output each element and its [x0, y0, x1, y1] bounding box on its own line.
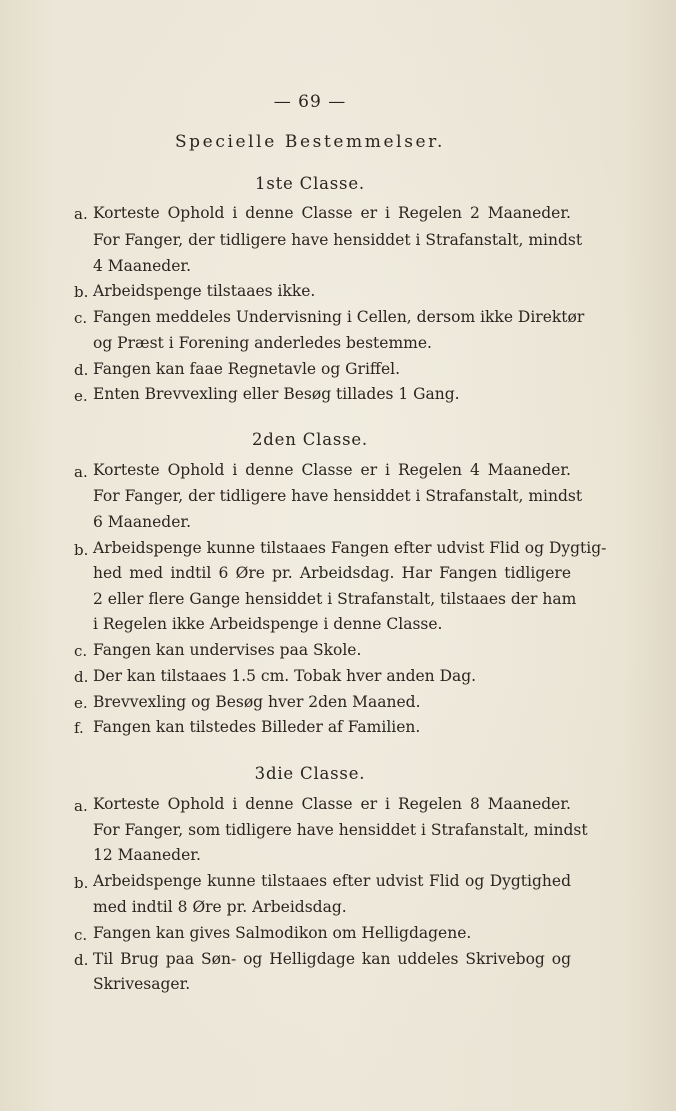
item-line: Fangen meddeles Undervisning i Cellen, dersom ikke Direktør: [93, 308, 585, 326]
item-line: 12 Maaneder.: [93, 846, 201, 864]
class-heading-3: 3die Classe.: [254, 764, 366, 783]
item-letter: e.: [74, 387, 88, 405]
item-letter: c.: [74, 309, 88, 327]
item-line: 2 eller flere Gange hensiddet i Strafanstalt, tilstaaes der ham: [93, 590, 577, 608]
item-line: Arbeidspenge tilstaaes ikke.: [93, 282, 316, 300]
item-letter: d.: [74, 951, 89, 969]
item-letter: c.: [74, 926, 88, 944]
item-line: Fangen kan gives Salmodikon om Helligdagene.: [93, 924, 472, 942]
item-letter: f.: [74, 719, 84, 737]
item-line: og Præst i Forening anderledes bestemme.: [93, 334, 432, 352]
item-line: Brevvexling og Besøg hver 2den Maaned.: [93, 693, 421, 711]
item-line: Arbeidspenge kunne tilstaaes Fangen efter udvist Flid og Dygtig-: [93, 539, 607, 557]
item-line: Arbeidspenge kunne tilstaaes efter udvist Flid og Dygtighed: [93, 872, 571, 890]
item-line: For Fanger, som tidligere have hensiddet i Strafanstalt, mindst: [93, 821, 588, 839]
item-letter: a.: [74, 463, 88, 481]
item-letter: b.: [74, 874, 89, 892]
item-line: Korteste Ophold i denne Classe er i Regelen 2 Maaneder.: [93, 204, 571, 222]
item-line: hed med indtil 6 Øre pr. Arbeidsdag. Har Fangen tidligere: [93, 564, 571, 582]
section-title: Specielle Bestemmelser.: [174, 132, 446, 152]
item-line: Fangen kan undervises paa Skole.: [93, 641, 362, 659]
item-letter: d.: [74, 668, 89, 686]
class-heading-2: 2den Classe.: [252, 430, 368, 449]
item-line: Skrivesager.: [93, 975, 191, 993]
item-line: med indtil 8 Øre pr. Arbeidsdag.: [93, 898, 347, 916]
page-number: — 69 —: [273, 92, 347, 112]
item-line: Enten Brevvexling eller Besøg tillades 1 Gang.: [93, 385, 460, 403]
item-letter: b.: [74, 283, 89, 301]
item-line: 6 Maaneder.: [93, 513, 192, 531]
item-line: Der kan tilstaaes 1.5 cm. Tobak hver anden Dag.: [93, 667, 477, 685]
item-letter: a.: [74, 205, 88, 223]
item-line: For Fanger, der tidligere have hensiddet i Strafanstalt, mindst: [93, 487, 583, 505]
item-line: i Regelen ikke Arbeidspenge i denne Classe.: [93, 615, 443, 633]
item-line: Fangen kan faae Regnetavle og Griffel.: [93, 360, 400, 378]
item-letter: e.: [74, 694, 88, 712]
item-line: 4 Maaneder.: [93, 257, 192, 275]
item-letter: a.: [74, 797, 88, 815]
class-heading-1: 1ste Classe.: [255, 174, 365, 193]
item-line: Korteste Ophold i denne Classe er i Regelen 4 Maaneder.: [93, 461, 571, 479]
item-letter: d.: [74, 361, 89, 379]
item-line: For Fanger, der tidligere have hensiddet i Strafanstalt, mindst: [93, 231, 583, 249]
item-line: Til Brug paa Søn- og Helligdage kan uddeles Skrivebog og: [93, 950, 571, 968]
item-letter: c.: [74, 642, 88, 660]
item-line: Fangen kan tilstedes Billeder af Familien.: [93, 718, 421, 736]
item-line: Korteste Ophold i denne Classe er i Regelen 8 Maaneder.: [93, 795, 571, 813]
item-letter: b.: [74, 541, 89, 559]
